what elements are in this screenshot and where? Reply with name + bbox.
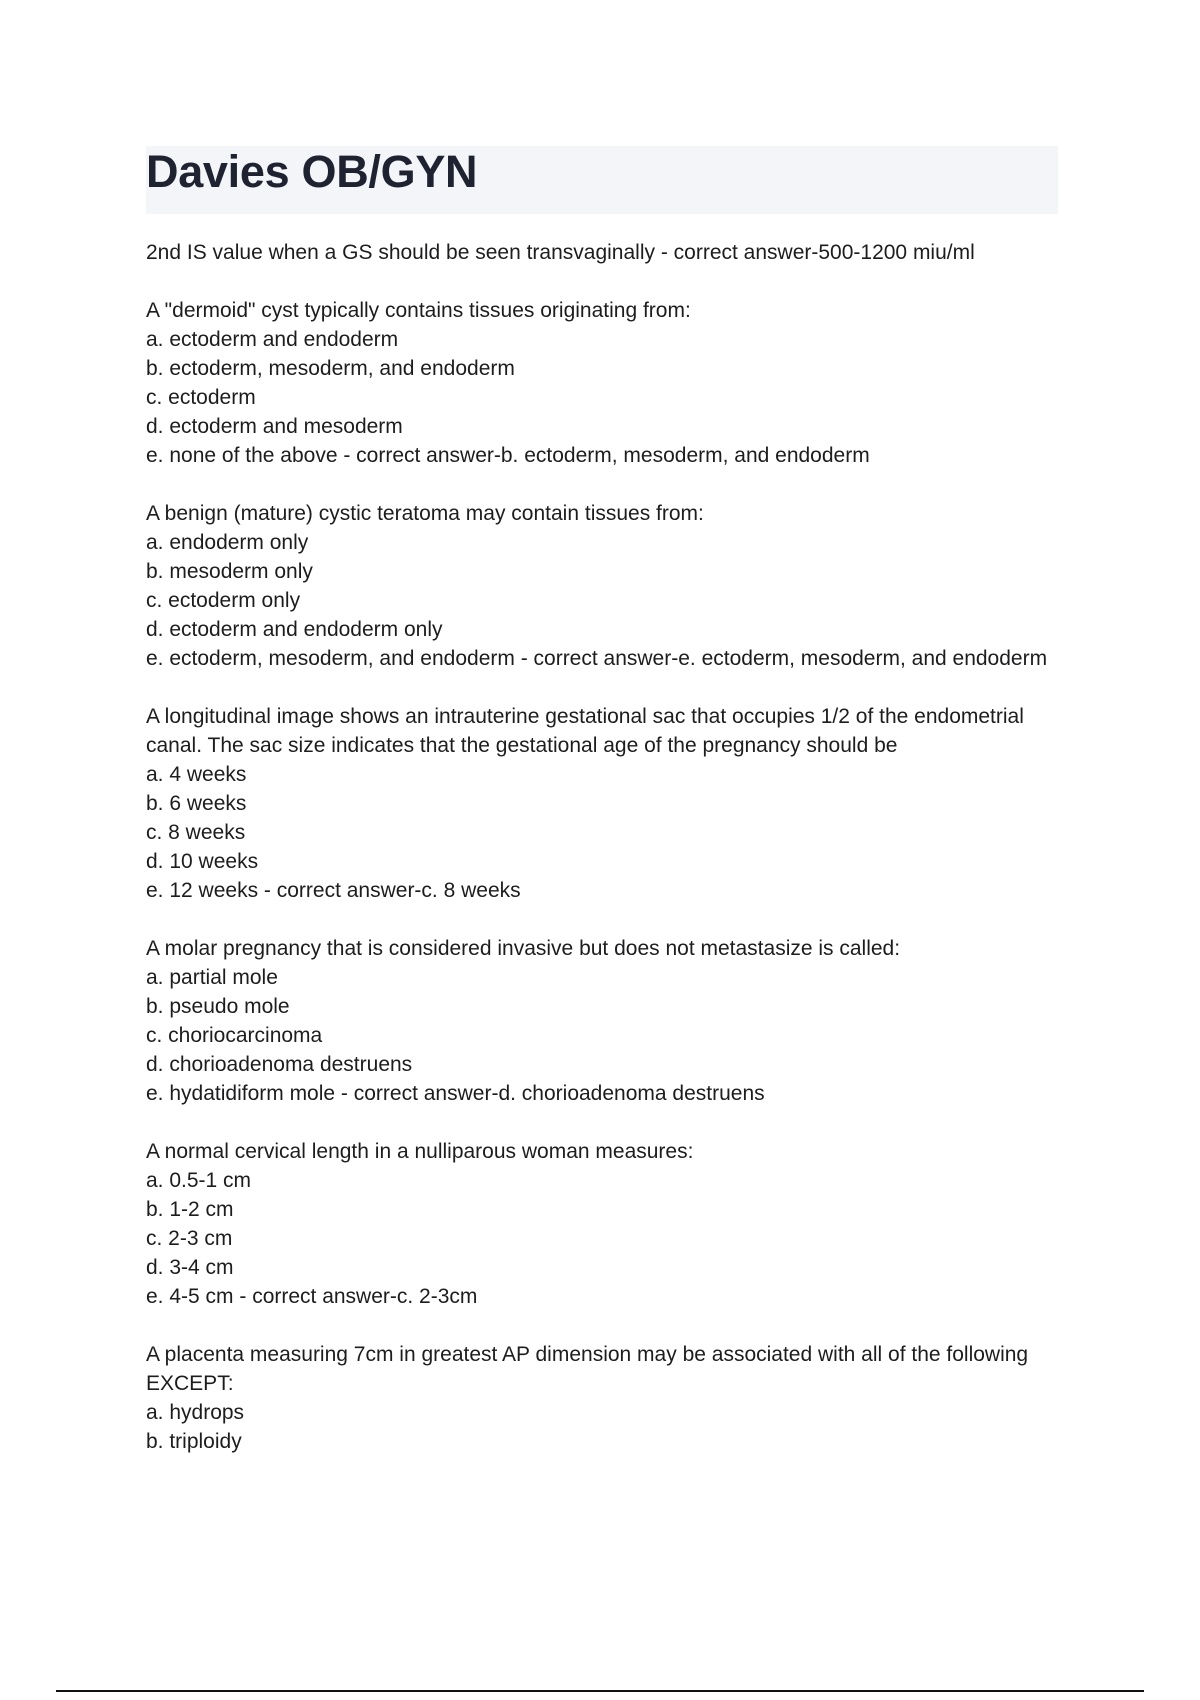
option-line: a. hydrops — [146, 1401, 245, 1424]
qa-entry-5 — [146, 934, 1066, 1108]
option-line: d. ectoderm and mesoderm — [146, 415, 403, 438]
question-text: A normal cervical length in a nulliparous woman measures: — [146, 1140, 694, 1163]
question-text: 2nd IS value when a GS should be seen transvaginally - correct answer-500-1200 miu/ml — [146, 241, 975, 264]
qa-entry-7 — [146, 1340, 1066, 1456]
qa-entry-4 — [146, 702, 1066, 905]
question-text: A longitudinal image shows an intrauterine gestational sac that occupies 1/2 of the endometrial canal. The sac size indicates that the gestational age of the pregnancy should be — [146, 705, 1024, 757]
option-line: d. chorioadenoma destruens — [146, 1053, 413, 1076]
option-line: b. ectoderm, mesoderm, and endoderm — [146, 357, 515, 380]
option-line: a. 0.5-1 cm — [146, 1169, 252, 1192]
option-line: d. 3-4 cm — [146, 1256, 234, 1279]
question-text: A benign (mature) cystic teratoma may contain tissues from: — [146, 502, 704, 525]
qa-entry-2 — [146, 296, 1066, 470]
option-line: c. ectoderm — [146, 386, 256, 409]
footer-divider — [56, 1690, 1144, 1692]
question-text: A "dermoid" cyst typically contains tissues originating from: — [146, 299, 691, 322]
option-line: d. 10 weeks — [146, 850, 259, 873]
option-line: c. 2-3 cm — [146, 1227, 233, 1250]
question-text: A molar pregnancy that is considered invasive but does not metastasize is called: — [146, 937, 901, 960]
qa-content — [146, 238, 1066, 1485]
option-line: a. endoderm only — [146, 531, 309, 554]
option-line: b. 6 weeks — [146, 792, 247, 815]
answer-line: e. none of the above - correct answer-b. ectoderm, mesoderm, and endoderm — [146, 444, 870, 467]
page-title: Davies OB/GYN — [146, 146, 478, 197]
qa-entry-3 — [146, 499, 1066, 673]
answer-line: e. 12 weeks - correct answer-c. 8 weeks — [146, 879, 521, 902]
option-line: a. partial mole — [146, 966, 278, 989]
answer-line: e. 4-5 cm - correct answer-c. 2-3cm — [146, 1285, 478, 1308]
answer-line: e. hydatidiform mole - correct answer-d. chorioadenoma destruens — [146, 1082, 765, 1105]
option-line: b. pseudo mole — [146, 995, 290, 1018]
option-line: d. ectoderm and endoderm only — [146, 618, 443, 641]
option-line: b. 1-2 cm — [146, 1198, 234, 1221]
option-line: c. choriocarcinoma — [146, 1024, 323, 1047]
option-line: c. ectoderm only — [146, 589, 301, 612]
option-line: c. 8 weeks — [146, 821, 246, 844]
option-line: a. 4 weeks — [146, 763, 247, 786]
question-text: A placenta measuring 7cm in greatest AP dimension may be associated with all of the following EXCEPT: — [146, 1343, 1029, 1395]
option-line: b. mesoderm only — [146, 560, 313, 583]
option-line: b. triploidy — [146, 1430, 242, 1453]
option-line: a. ectoderm and endoderm — [146, 328, 399, 351]
qa-entry-6 — [146, 1137, 1066, 1311]
answer-line: e. ectoderm, mesoderm, and endoderm - correct answer-e. ectoderm, mesoderm, and endoderm — [146, 647, 1048, 670]
qa-entry-1 — [146, 238, 1066, 267]
